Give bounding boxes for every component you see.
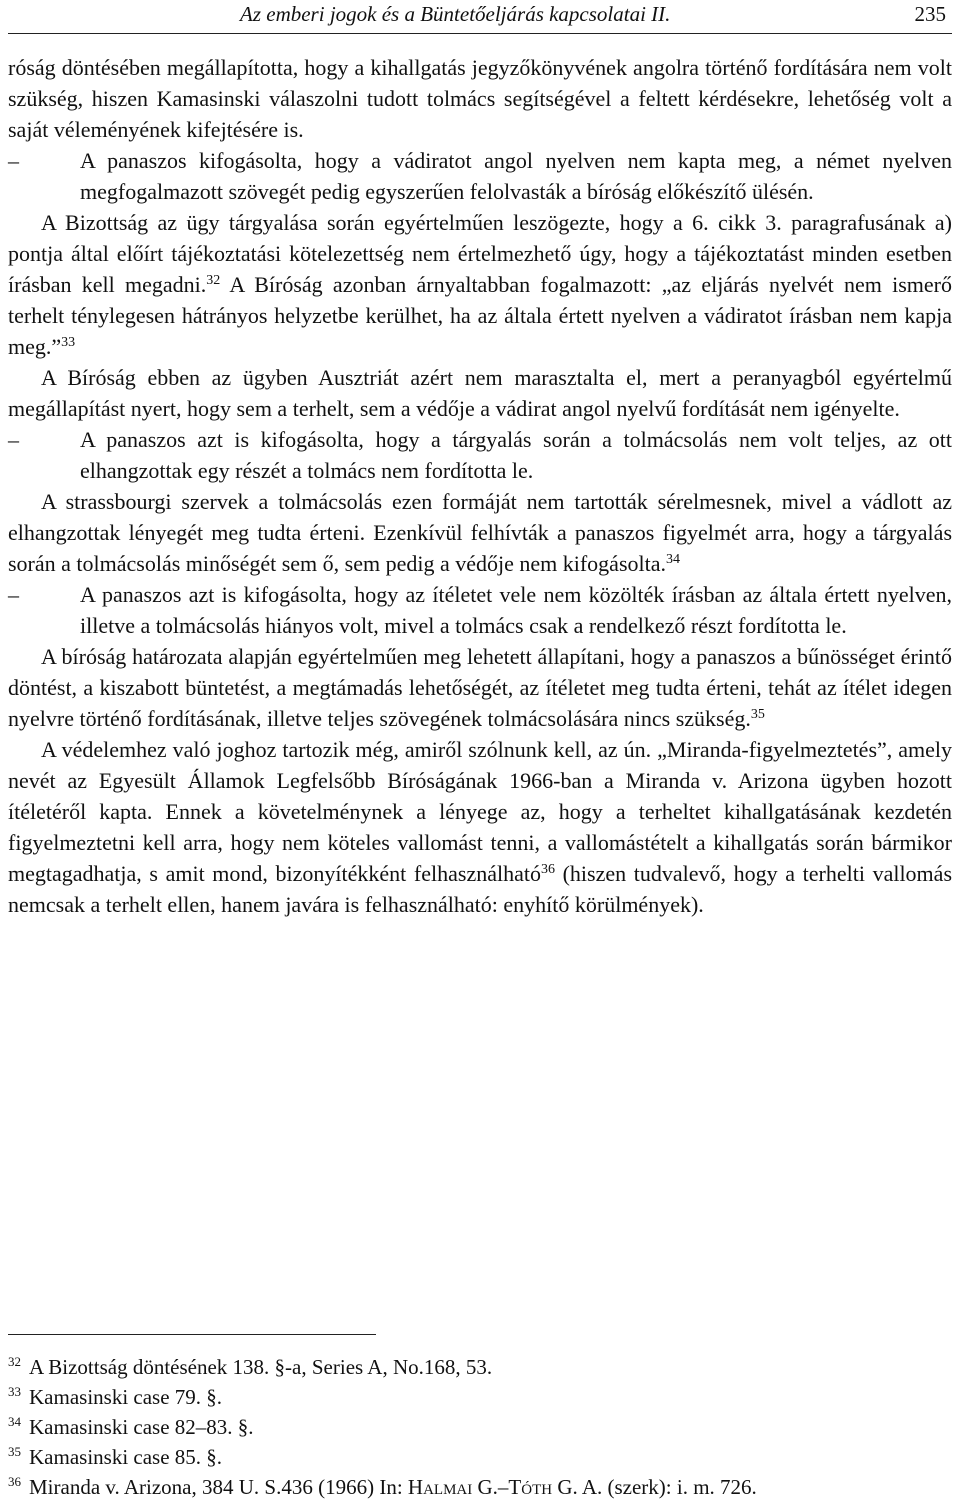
dash-mark: – bbox=[8, 148, 19, 173]
dash-mark: – bbox=[8, 427, 19, 452]
footnote bbox=[8, 1382, 952, 1412]
paragraph-text: A Bíróság ebben az ügyben Ausztriát azért nem marasztalta el, mert a peranyagból egyértelmű megállapítást nyert, hogy sem a terhelt, sem a védője a vádirat angol nyelvű fordítását nem igényelte. bbox=[8, 365, 952, 421]
footnote-ref[interactable]: 33 bbox=[61, 335, 76, 350]
dash-item bbox=[8, 579, 952, 641]
paragraph bbox=[8, 362, 952, 424]
footnote bbox=[8, 1442, 952, 1472]
paragraph bbox=[8, 641, 952, 734]
paragraph-text: A védelemhez való joghoz tartozik még, amiről szólnunk kell, az ún. „Miranda-figyelmeztetés”, amely nevét az Egyesült Államok Legfelsőbb Bíróságának 1966-ban a Miranda v. Arizona ügyben hozott ítéletéről kapta. Ennek a követelménynek a lényege az, hogy a terheltet kihallgatásának kezdetén figyelmeztetni kell arra, hogy nem köteles vallomást tenni, a vallomástételt a kihallgatás során bármikor megtagadhatja, s amit mond, bizonyítékként felhasználható bbox=[8, 737, 952, 886]
footnote-author: Tóth G. A. bbox=[508, 1475, 603, 1499]
footnote-text: Kamasinski case 82–83. §. bbox=[29, 1415, 254, 1439]
body-text bbox=[8, 52, 952, 920]
footnote-ref[interactable]: 32 bbox=[206, 273, 221, 288]
paragraph-text: (hiszen tudvalevő, hogy a terhelti vallomás nemcsak a terhelt ellen, hanem javára is felhasználható: enyhítő körülmények). bbox=[8, 861, 952, 917]
dash-item bbox=[8, 424, 952, 486]
paragraph-text: róság döntésében megállapította, hogy a kihallgatás jegyzőkönyvének angolra történő fordítására nem volt szükség, hiszen Kamasinski válaszolni tudott tolmács segítségével a feltett kérdésekre, lehetőség volt a saját véleményének kifejtésére is. bbox=[8, 55, 952, 142]
dash-item bbox=[8, 145, 952, 207]
dash-item-text: A panaszos kifogásolta, hogy a vádiratot angol nyelven nem kapta meg, a német nyelven megfogalmazott szövegét pedig egyszerűen felolvasták a bíróság előkészítő ülésén. bbox=[80, 148, 952, 204]
paragraph-text: A Bizottság az ügy tárgyalása során egyértelműen leszögezte, hogy a 6. cikk 3. paragrafusának a) pontja által előírt tájékoztatási kötelezettség nem értelmezhető úgy, hogy a tájékoztatást minden esetben írásban kell megadni. bbox=[8, 210, 952, 297]
footnote-number: 32 bbox=[8, 1354, 21, 1369]
footnotes bbox=[8, 1352, 952, 1502]
paragraph-text: A strassbourgi szervek a tolmácsolás ezen formáját nem tartották sérelmesnek, mivel a vádlott az elhangzottak lényegét meg tudta érteni. Ezenkívül felhívták a panaszos figyelmét arra, hogy a tárgyalás során a tolmácsolás minőségét sem ő, sem pedig a védője nem kifogásolta. bbox=[8, 489, 952, 576]
paragraph-continuation bbox=[8, 52, 952, 145]
footnote-separator bbox=[8, 1334, 376, 1335]
footnote-ref[interactable]: 34 bbox=[666, 552, 681, 567]
header-rule bbox=[8, 33, 952, 34]
footnote-ref[interactable]: 36 bbox=[540, 862, 555, 877]
footnote-number: 36 bbox=[8, 1474, 21, 1489]
dash-mark: – bbox=[8, 582, 19, 607]
footnote-text: Kamasinski case 79. §. bbox=[29, 1385, 223, 1409]
footnote bbox=[8, 1412, 952, 1442]
paragraph bbox=[8, 486, 952, 579]
footnote bbox=[8, 1472, 952, 1502]
footnote-number: 34 bbox=[8, 1414, 21, 1429]
page-number: 235 bbox=[914, 2, 946, 26]
paragraph bbox=[8, 207, 952, 362]
paragraph-text: A Bíróság azonban árnyaltabban fogalmazott: „az eljárás nyelvét nem ismerő terhelt ténylegesen hátrányos helyzetbe kerülhet, ha az általa értett nyelven a vádiratot írásban nem kapja meg.” bbox=[8, 272, 952, 359]
footnote-dash: – bbox=[497, 1475, 509, 1499]
running-header-title: Az emberi jogok és a Büntetőeljárás kapcsolatai II. bbox=[240, 2, 671, 26]
running-header bbox=[8, 0, 952, 30]
paragraph-text: A bíróság határozata alapján egyértelműen meg lehetett állapítani, hogy a panaszos a bűnösséget érintő döntést, a kiszabott büntetést, a megtámadás lehetőségét, az ítéletet meg tudta érteni, tehát az ítélet idegen nyelvre történő fordításának, illetve teljes szövegének tolmácsolására nincs szükség. bbox=[8, 644, 952, 731]
footnote-text: A Bizottság döntésének 138. §-a, Series A, No.168, 53. bbox=[29, 1355, 493, 1379]
footnote-text: (szerk): i. m. 726. bbox=[602, 1475, 757, 1499]
dash-item-text: A panaszos azt is kifogásolta, hogy a tárgyalás során a tolmácsolás nem volt teljes, az ott elhangzottak egy részét a tolmács nem fordította le. bbox=[80, 427, 952, 483]
footnote-number: 33 bbox=[8, 1384, 21, 1399]
footnote-number: 35 bbox=[8, 1444, 21, 1459]
footnote-text: Kamasinski case 85. §. bbox=[29, 1445, 223, 1469]
footnote bbox=[8, 1352, 952, 1382]
footnote-text: Miranda v. Arizona, 384 U. S.436 (1966) In: bbox=[29, 1475, 408, 1499]
paragraph bbox=[8, 734, 952, 920]
footnote-ref[interactable]: 35 bbox=[750, 707, 765, 722]
footnote-author: Halmai G. bbox=[407, 1475, 498, 1499]
dash-item-text: A panaszos azt is kifogásolta, hogy az ítéletet vele nem közölték írásban az általa értett nyelven, illetve a tolmácsolás hiányos volt, mivel a tolmács csak a rendelkező részt fordította le. bbox=[80, 582, 952, 638]
